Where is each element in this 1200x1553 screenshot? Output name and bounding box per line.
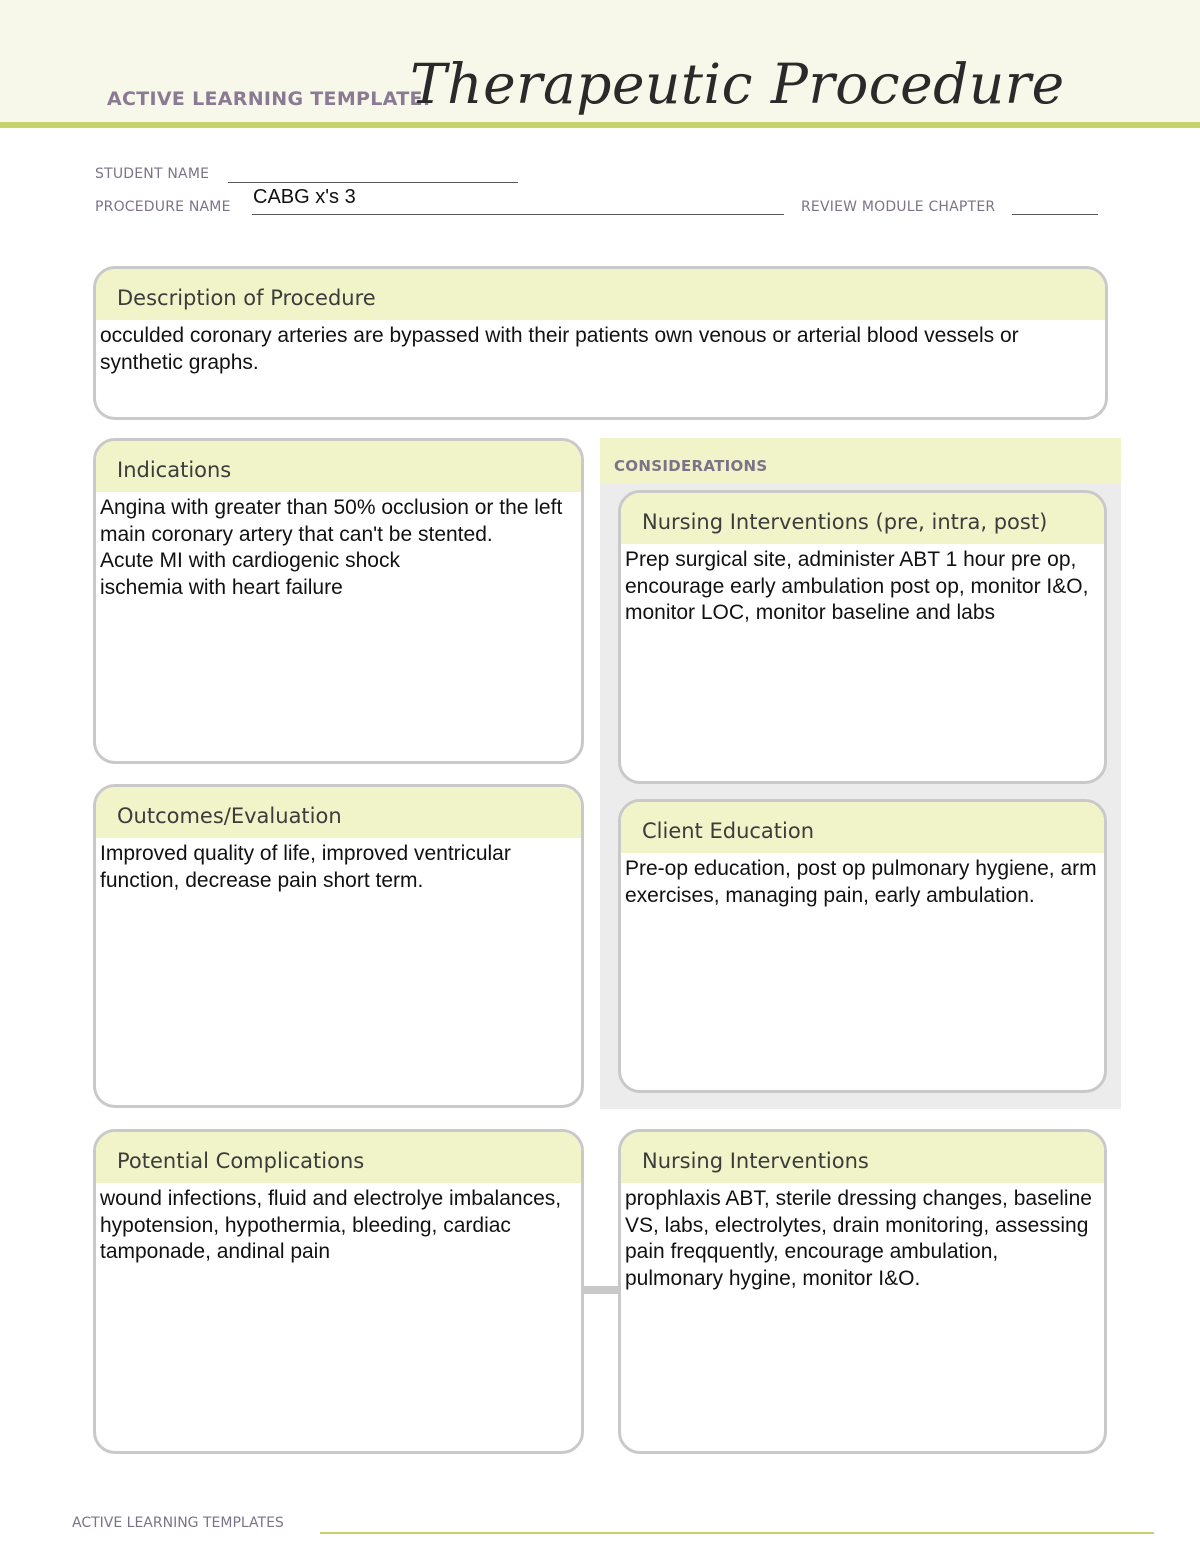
procedure-name-value: CABG x's 3 bbox=[253, 186, 356, 208]
header-rule bbox=[0, 122, 1200, 128]
considerations-label: CONSIDERATIONS bbox=[614, 457, 768, 475]
description-box[interactable] bbox=[93, 266, 1108, 420]
nursing-interventions-heading: Nursing Interventions bbox=[621, 1132, 1104, 1183]
template-label: ACTIVE LEARNING TEMPLATE: bbox=[107, 88, 431, 110]
outcomes-box[interactable] bbox=[93, 784, 584, 1108]
nursing-interventions-text: prophlaxis ABT, sterile dressing changes, baseline VS, labs, electrolytes, drain monitoring, assessing pain freqquently, encourage ambulation, pulmonary hygine, monitor I&O. bbox=[625, 1187, 1092, 1290]
client-education-box[interactable] bbox=[618, 799, 1107, 1093]
complications-text: wound infections, fluid and electrolye imbalances, hypotension, hypothermia, bleeding, cardiac tamponade, andinal pain bbox=[100, 1187, 562, 1263]
outcomes-heading: Outcomes/Evaluation bbox=[96, 787, 581, 838]
student-name-field[interactable] bbox=[228, 166, 518, 183]
indications-box[interactable] bbox=[93, 438, 584, 764]
footer-label: ACTIVE LEARNING TEMPLATES bbox=[72, 1515, 284, 1531]
indications-text: Angina with greater than 50% occlusion or the left main coronary artery that can't be stented. Acute MI with cardiogenic shock ischemia with heart failure bbox=[100, 496, 563, 599]
nursing-pre-intra-post-box[interactable] bbox=[618, 490, 1107, 784]
nursing-interventions-box[interactable] bbox=[618, 1129, 1107, 1454]
outcomes-text: Improved quality of life, improved ventricular function, decrease pain short term. bbox=[100, 842, 511, 892]
footer-rule bbox=[320, 1532, 1154, 1534]
review-module-field[interactable] bbox=[1012, 198, 1098, 215]
complications-heading: Potential Complications bbox=[96, 1132, 581, 1183]
client-education-text: Pre-op education, post op pulmonary hygiene, arm exercises, managing pain, early ambulation. bbox=[625, 857, 1097, 907]
review-module-label: REVIEW MODULE CHAPTER bbox=[801, 199, 996, 215]
student-name-label: STUDENT NAME bbox=[95, 166, 210, 182]
procedure-name-label: PROCEDURE NAME bbox=[95, 199, 231, 215]
nursing-pre-intra-post-text: Prep surgical site, administer ABT 1 hour pre op, encourage early ambulation post op, monitor I&O, monitor LOC, monitor baseline and labs bbox=[625, 548, 1089, 624]
connector-bar bbox=[583, 1286, 620, 1294]
description-text: occulded coronary arteries are bypassed with their patients own venous or arterial blood vessels or synthetic graphs. bbox=[100, 324, 1019, 374]
page-title: Therapeutic Procedure bbox=[410, 52, 1065, 116]
complications-box[interactable] bbox=[93, 1129, 584, 1454]
client-education-heading: Client Education bbox=[621, 802, 1104, 853]
description-heading: Description of Procedure bbox=[96, 269, 1105, 320]
nursing-pre-intra-post-heading: Nursing Interventions (pre, intra, post) bbox=[621, 493, 1104, 544]
indications-heading: Indications bbox=[96, 441, 581, 492]
procedure-name-field[interactable] bbox=[252, 186, 784, 215]
